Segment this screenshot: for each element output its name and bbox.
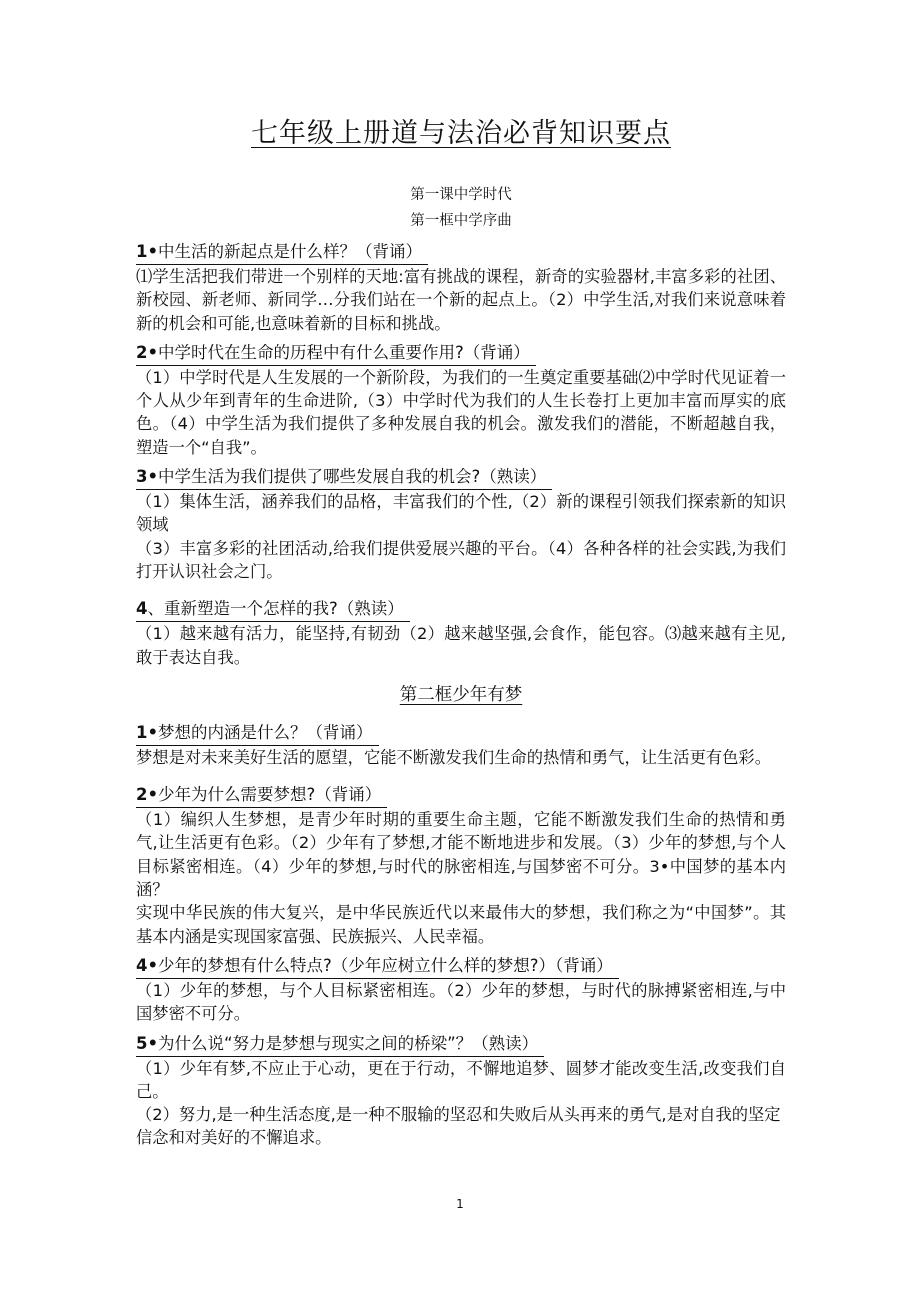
question-row: [136, 1026, 786, 1057]
answer-paragraph: （1）少年有梦,不应止于心动，更在于行动，不懈地追梦、圆梦才能改变生活,改变我们自己。: [136, 1058, 786, 1101]
question-row: [136, 335, 786, 366]
question-number: 4: [136, 599, 148, 619]
question-number: 2•: [136, 342, 159, 362]
answer-paragraph: 梦想是对未来美好生活的愿望，它能不断激发我们生命的热情和勇气，让生活更有色彩。: [136, 747, 771, 767]
question-row: [136, 459, 786, 490]
answer-paragraph: 信念和对美好的不懈追求。: [136, 1128, 332, 1148]
question-text: 梦想的内涵是什么？（背诵）: [158, 722, 373, 742]
answer-paragraph: （2）努力,是一种生活态度,是一种不服输的坚忍和失败后从头再来的勇气,是对自我的坚定: [136, 1105, 781, 1125]
question-heading: [136, 783, 387, 808]
answer-paragraph: （1）中学时代是人生发展的一个新阶段，为我们的一生奠定重要基础⑵中学时代见证着一个人从少年到青年的生命进阶,（3）中学时代为我们的人生长卷打上更加丰富而厚实的底色。（4）中学生活为我们提供了多种发展自我的机会。激发我们的潜能，不断超越自我，塑造一个“自我”。: [136, 367, 786, 457]
answer-paragraph: （1）少年的梦想，与个人目标紧密相连。（2）少年的梦想，与时代的脉搏紧密相连,与中国梦密不可分。: [136, 980, 786, 1024]
question-number: 2•: [136, 785, 159, 805]
question-heading: [136, 341, 536, 366]
document-body: [136, 234, 786, 1150]
answer-paragraph: ⑴学生活把我们带进一个别样的天地:富有挑战的课程，新奇的实验器材,丰富多彩的社团、新校园、新老师、新同学…分我们站在一个新的起点上。（2）中学生活,对我们来说意味着新的机会和可能,也意味着新的目标和挑战。: [136, 267, 786, 333]
question-text: 中生活的新起点是什么样？（背诵）: [158, 242, 423, 261]
answer-paragraph: （1）编织人生梦想，是青少年时期的重要生命主题，它能不断激发我们生命的热情和勇气,让生活更有色彩。（2）少年有了梦想,才能不断地进步和发展。（3）少年的梦想,与个人目标紧密相连。（4）少年的梦想,与时代的脉密相连,与国梦密不可分。3•中国梦的基本内涵？: [136, 810, 786, 900]
question-row: [136, 591, 786, 622]
question-text: 少年为什么需要梦想?（背诵）: [158, 785, 382, 805]
question-heading: [136, 1032, 544, 1057]
question-text: 中学生活为我们提供了哪些发展自我的机会?（熟读）: [158, 467, 547, 487]
document-page: [136, 112, 786, 1150]
question-heading: [136, 597, 410, 622]
question-text: 、重新塑造一个怎样的我?（熟读）: [147, 599, 404, 619]
answer-paragraph: （1）集体生活，涵养我们的品格，丰富我们的个性,（2）新的课程引领我们探索新的知识领域: [136, 492, 786, 535]
question-text: 为什么说“努力是梦想与现实之间的桥梁”？（熟读）: [158, 1033, 539, 1053]
question-row: [136, 777, 786, 808]
question-row: [136, 234, 786, 265]
question-heading: [136, 465, 552, 490]
question-number: 1•: [136, 722, 159, 742]
question-number: 1•: [136, 242, 159, 261]
answer-paragraph: 实现中华民族的伟大复兴，是中华民族近代以来最伟大的梦想，我们称之为“中国梦”。其基本内涵是实现国家富强、民族振兴、人民幸福。: [136, 903, 786, 946]
page-number: 1: [456, 1197, 464, 1211]
spacer: [136, 769, 786, 777]
lesson-title: 第一课中学时代: [410, 187, 512, 203]
question-row: [136, 948, 786, 979]
question-heading: [136, 954, 619, 979]
question-number: 5•: [136, 1033, 159, 1053]
section-heading: 第二框少年有梦: [399, 684, 523, 705]
question-text: 少年的梦想有什么特点?（少年应树立什么样的梦想?）（背诵）: [158, 955, 613, 975]
frame-title: 第一框中学序曲: [410, 213, 512, 229]
document-title: 七年级上册道与法治必背知识要点: [251, 118, 671, 149]
answer-paragraph: （3）丰富多彩的社团活动,给我们提供爱展兴趣的平台。（4）各种各样的社会实践,为我们打开认识社会之门。: [136, 538, 786, 581]
question-heading: [136, 721, 379, 746]
spacer: [136, 583, 786, 591]
question-text: 中学时代在生命的历程中有什么重要作用?（背诵）: [158, 342, 530, 362]
question-number: 3•: [136, 467, 159, 487]
question-number: 4•: [136, 955, 159, 975]
question-row: [136, 715, 786, 746]
question-heading: [136, 240, 428, 265]
answer-paragraph: （1）越来越有活力，能坚持,有韧劲（2）越来越坚强,会食作，能包容。⑶越来越有主见,敢于表达自我。: [136, 624, 786, 667]
